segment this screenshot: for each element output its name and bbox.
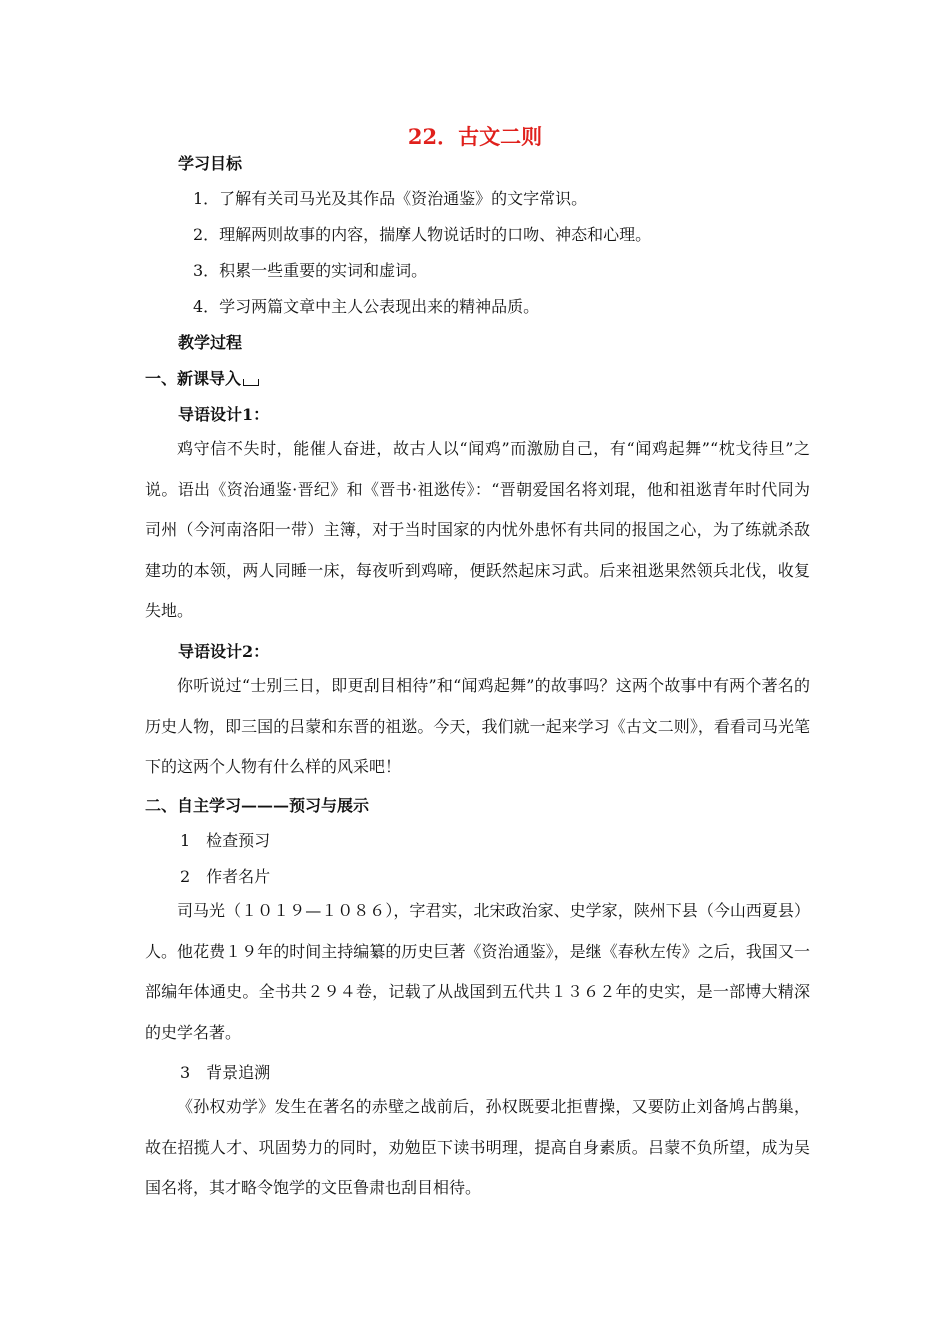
page-title: 22．古文二则 — [407, 124, 543, 149]
section2-item-1: 1 检查预习 — [180, 831, 271, 850]
objective-item-3: 3．积累一些重要的实词和虚词。 — [193, 261, 428, 280]
objective-item-1: 1．了解有关司马光及其作品《资治通鉴》的文字常识。 — [193, 189, 588, 208]
design1-paragraph: 鸡守信不失时，能催人奋进，故古人以“闻鸡”而激励自己，有“闻鸡起舞”“枕戈待旦”之说。语出《资治通鉴·晋纪》和《晋书·祖逖传》：“晋朝爱国名将刘琨，他和祖逖青年时代同为司州（今河南洛阳一带）主簿，对于当时国家的内忧外患怀有共同的报国之心，为了练就杀敌建功的本领，两人同睡一床，每夜听到鸡啼，便跃然起床习武。后来祖逖果然领兵北伐，收复失地。 — [145, 439, 810, 620]
section2-heading: 二、自主学习———预习与展示 — [145, 796, 370, 815]
section2-item-2-heading: 2 作者名片 — [180, 867, 271, 886]
objective-item-2: 2．理解两则故事的内容，揣摩人物说话时的口吻、神态和心理。 — [193, 225, 652, 244]
section2-item-3-heading: 3 背景追溯 — [180, 1063, 271, 1082]
background-paragraph: 《孙权劝学》发生在著名的赤壁之战前后，孙权既要北拒曹操，又要防止刘备鸠占鹊巢，故在招揽人才、巩固势力的同时，劝勉臣下读书明理，提高自身素质。吕蒙不负所望，成为吴国名将，其才略令饱学的文臣鲁肃也刮目相待。 — [145, 1097, 810, 1197]
design1-heading: 导语设计1： — [178, 405, 270, 424]
objectives-heading: 学习目标 — [178, 154, 243, 173]
section1-heading-text: 一、新课导入 — [145, 369, 242, 388]
editor-mark — [243, 379, 259, 386]
process-heading: 教学过程 — [178, 333, 243, 352]
author-paragraph: 司马光（１０１９—１０８６），字君实，北宋政治家、史学家，陕州下县（今山西夏县）人。他花费１９年的时间主持编纂的历史巨著《资治通鉴》，是继《春秋左传》之后，我国又一部编年体通史。全书共２９４卷，记载了从战国到五代共１３６２年的史实，是一部博大精深的史学名著。 — [145, 901, 810, 1042]
objective-item-4: 4．学习两篇文章中主人公表现出来的精神品质。 — [193, 297, 540, 316]
design2-paragraph: 你听说过“士别三日，即更刮目相待”和“闻鸡起舞”的故事吗？这两个故事中有两个著名的历史人物，即三国的吕蒙和东晋的祖逖。今天，我们就一起来学习《古文二则》，看看司马光笔下的这两个人物有什么样的风采吧！ — [145, 676, 810, 776]
section1-heading — [145, 367, 259, 391]
design2-heading: 导语设计2： — [178, 642, 270, 661]
